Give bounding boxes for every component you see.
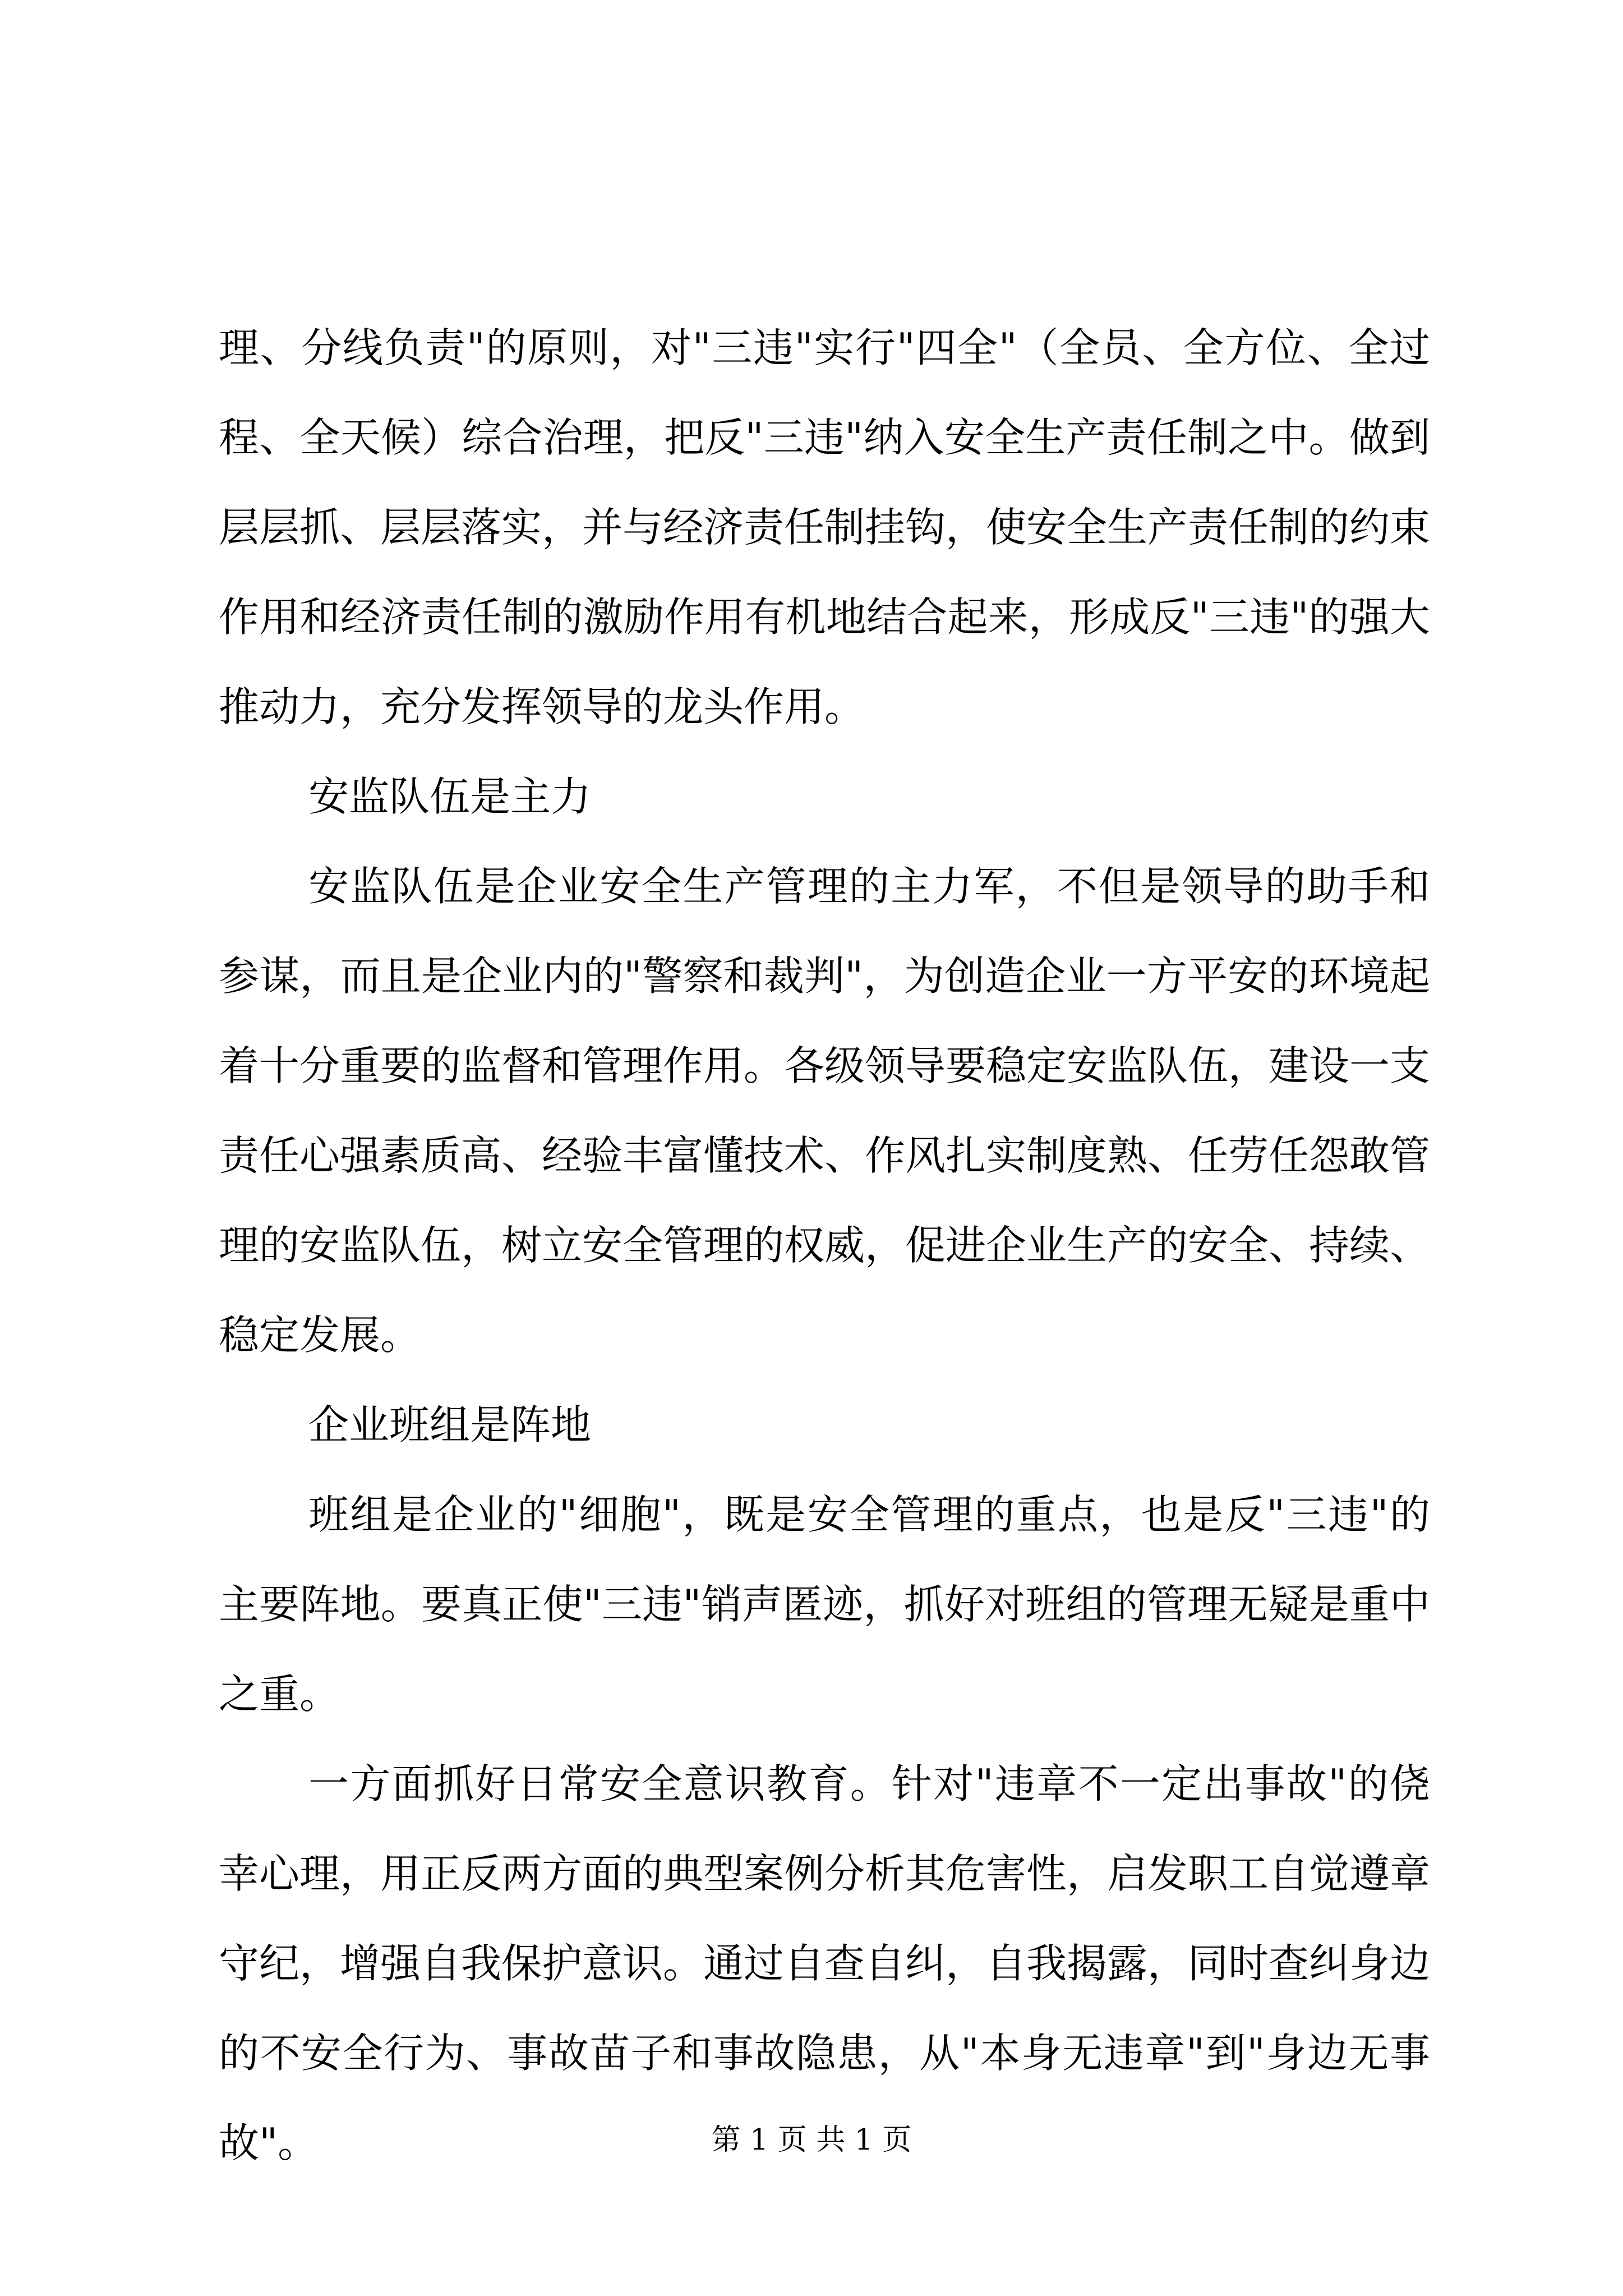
paragraph-safety-supervision: 安监队伍是企业安全生产管理的主力军，不但是领导的助手和参谋，而且是企业内的"警察和裁判"，为创造企业一方平安的环境起着十分重要的监督和管理作用。各级领导要稳定安监队伍，建设一支责任心强素质高、经验丰富懂技术、作风扎实制度熟、任劳任怨敢管理的安监队伍，树立安全管理的权威，促进企业生产的安全、持续、稳定发展。 [219,863,1431,1359]
page-number-footer: 第 1 页 共 1 页 [711,2123,912,2157]
section-heading-team-groups: 企业班组是阵地 [308,1401,592,1448]
paragraph-continuation: 理、分线负责"的原则，对"三违"实行"四全"（全员、全方位、全过程、全天候）综合治理，把反"三违"纳入安全生产责任制之中。做到层层抓、层层落实，并与经济责任制挂钩，使安全生产责任制的约束作用和经济责任制的激励作用有机地结合起来，形成反"三违"的强大推动力，充分发挥领导的龙头作用。 [219,324,1431,730]
document-body [219,303,1430,2188]
section-heading-safety-supervision: 安监队伍是主力 [308,773,592,820]
paragraph-team-groups: 班组是企业的"细胞"，既是安全管理的重点，也是反"三违"的主要阵地。要真正使"三违"销声匿迹，抓好对班组的管理无疑是重中之重。 [219,1491,1430,1718]
paragraph-safety-education: 一方面抓好日常安全意识教育。针对"违章不一定出事故"的侥幸心理，用正反两方面的典型案例分析其危害性，启发职工自觉遵章守纪，增强自我保护意识。通过自查自纠，自我揭露，同时查纠身边的不安全行为、事故苗子和事故隐患，从"本身无违章"到"身边无事故"。 [219,1760,1431,2166]
